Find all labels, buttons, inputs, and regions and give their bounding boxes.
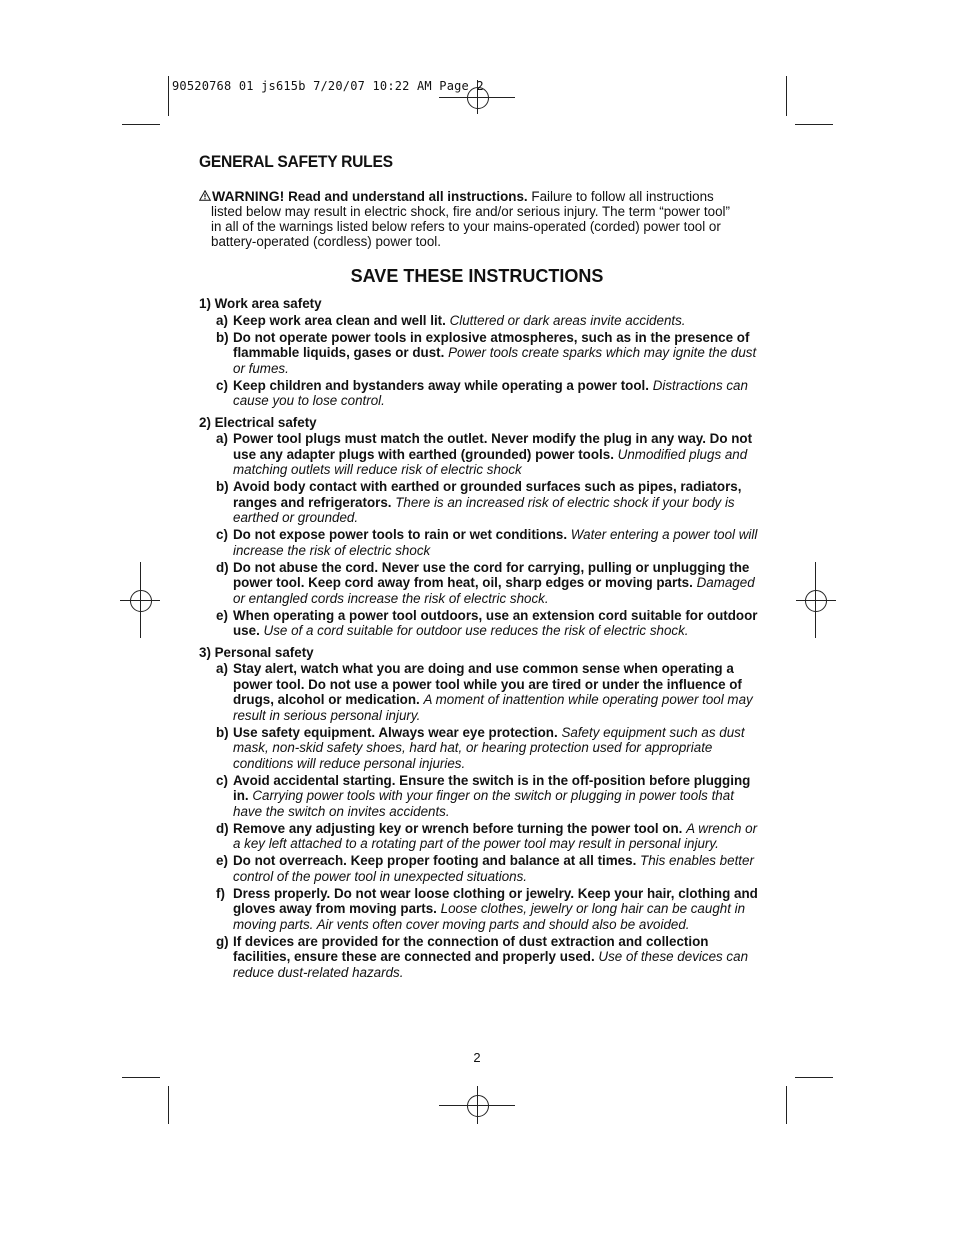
crop-mark	[795, 124, 833, 125]
warning-triangle-icon	[199, 189, 212, 204]
rule-bold: Stay alert, watch what you are doing and use common sense when operating a power tool. Do not use a power tool while you are tired or under the influence of drugs, alcohol or medication.	[233, 661, 742, 707]
rule-italic: Carrying power tools with your finger on the switch or plugging in power tools that have the switch on invites accidents.	[233, 788, 734, 819]
rule-item	[199, 431, 764, 478]
rule-letter: b)	[216, 724, 229, 740]
warning-text: in all of the warnings listed below refers to your mains-operated (corded) power tool or	[211, 219, 721, 234]
rule-bold: Avoid accidental starting. Ensure the switch is in the off-position before plugging in.	[233, 772, 751, 803]
rule-item	[199, 527, 764, 558]
warning-text: listed below may result in electric shock, fire and/or serious injury. The term “power tool”	[211, 204, 730, 219]
warning-text: battery-operated (cordless) power tool.	[211, 234, 441, 249]
crop-mark	[168, 76, 169, 116]
warning-block	[199, 189, 764, 249]
safety-rules-list	[199, 296, 764, 982]
rule-bold: Remove any adjusting key or wrench before turning the power tool on.	[233, 820, 683, 836]
rule-italic: Water entering a power tool will increase the risk of electric shock	[233, 527, 758, 558]
rule-italic: There is an increased risk of electric shock if your body is earthed or grounded.	[233, 494, 735, 525]
rule-italic: Distractions can cause you to lose control.	[233, 377, 748, 408]
registration-mark	[805, 590, 827, 612]
rule-letter: a)	[216, 431, 228, 446]
rule-letter: f)	[216, 885, 225, 901]
rule-letter: d)	[216, 820, 229, 836]
page-number: 2	[473, 1050, 481, 1065]
rule-item	[199, 378, 764, 409]
rule-bold: Do not overreach. Keep proper footing and balance at all times.	[233, 853, 637, 868]
rule-bold: Power tool plugs must match the outlet. Never modify the plug in any way. Do not use any adapter plugs with earthed (grounded) power tools.	[233, 431, 753, 462]
rule-letter: c)	[216, 377, 228, 393]
rule-italic: A wrench or a key left attached to a rotating part of the power tool may result in personal injury.	[233, 820, 758, 851]
rule-italic: Cluttered or dark areas invite accidents.	[449, 312, 686, 328]
section-title: 1) Work area safety	[199, 296, 322, 311]
rule-italic: A moment of inattention while operating power tool may result in serious personal injury.	[233, 692, 753, 723]
warning-text: Failure to follow all instructions	[531, 189, 714, 204]
rule-italic: Loose clothes, jewelry or long hair can be caught in moving parts. Air vents often cover moving parts and should also be avoided.	[233, 901, 746, 932]
rule-item	[199, 934, 764, 981]
rule-letter: b)	[216, 479, 229, 494]
rule-letter: a)	[216, 312, 228, 328]
section-title: 2) Electrical safety	[199, 414, 317, 430]
rule-italic: Damaged or entangled cords increase the risk of electric shock.	[233, 575, 755, 606]
rule-item	[199, 608, 764, 639]
rule-bold: Avoid body contact with earthed or grounded surfaces such as pipes, radiators, ranges and refrigerators.	[233, 479, 742, 510]
rule-bold: Do not operate power tools in explosive atmospheres, such as in the presence of flammable liquids, gases or dust.	[233, 329, 750, 360]
rule-letter: g)	[216, 933, 229, 949]
rule-letter: d)	[216, 559, 229, 575]
warning-label: WARNING!	[212, 188, 285, 204]
rule-item	[199, 821, 764, 852]
rule-bold: When operating a power tool outdoors, use an extension cord suitable for outdoor use.	[233, 607, 758, 638]
section-title: 3) Personal safety	[199, 644, 314, 660]
crop-mark	[786, 1086, 787, 1124]
registration-mark	[130, 590, 152, 612]
rule-italic: Safety equipment such as dust mask, non-skid safety shoes, hard hat, or hearing protection used for appropriate conditions will reduce personal injuries.	[233, 724, 745, 771]
print-slug: 90520768 01 js615b 7/20/07 10:22 AM Page 2	[172, 79, 484, 93]
rule-bold: Do not expose power tools to rain or wet conditions.	[233, 527, 568, 542]
rule-italic: This enables better control of the power tool in unexpected situations.	[233, 853, 754, 884]
page-title: GENERAL SAFETY RULES	[199, 152, 393, 171]
registration-mark	[467, 1095, 489, 1117]
crop-mark	[168, 1086, 169, 1124]
rule-bold: Keep work area clean and well lit.	[233, 312, 446, 328]
rule-italic: Unmodified plugs and matching outlets will reduce risk of electric shock	[233, 446, 748, 477]
rule-letter: e)	[216, 607, 228, 623]
rule-letter: e)	[216, 853, 228, 868]
rule-bold: Dress properly. Do not wear loose clothing or jewelry. Keep your hair, clothing and gloves away from moving parts.	[233, 885, 758, 916]
rule-item	[199, 773, 764, 820]
rule-bold: If devices are provided for the connection of dust extraction and collection facilities, ensure these are connected and properly used.	[233, 933, 709, 964]
crop-mark	[122, 1077, 160, 1078]
rule-item	[199, 479, 764, 526]
rule-item	[199, 313, 764, 329]
crop-mark	[795, 1077, 833, 1078]
rule-bold: Use safety equipment. Always wear eye protection.	[233, 724, 558, 740]
rule-item	[199, 725, 764, 772]
rule-italic: Power tools create sparks which may ignite the dust or fumes.	[233, 345, 757, 376]
rule-letter: c)	[216, 772, 228, 788]
crop-mark	[122, 124, 160, 125]
rule-letter: c)	[216, 527, 228, 542]
rule-item	[199, 661, 764, 723]
rule-bold: Do not abuse the cord. Never use the cord for carrying, pulling or unplugging the power tool. Keep cord away from heat, oil, sharp edges or moving parts.	[233, 559, 750, 590]
save-instructions-title: SAVE THESE INSTRUCTIONS	[350, 266, 604, 286]
crop-mark	[786, 76, 787, 116]
rule-item	[199, 330, 764, 377]
rule-italic: Use of a cord suitable for outdoor use reduces the risk of electric shock.	[263, 623, 689, 638]
rule-item	[199, 853, 764, 884]
warning-bold-text: Read and understand all instructions.	[288, 189, 528, 204]
rule-italic: Use of these devices can reduce dust-related hazards.	[233, 949, 749, 980]
rule-letter: a)	[216, 661, 228, 676]
rule-bold: Keep children and bystanders away while operating a power tool.	[233, 377, 649, 393]
rule-item	[199, 560, 764, 607]
rule-letter: b)	[216, 329, 229, 345]
rule-item	[199, 886, 764, 933]
